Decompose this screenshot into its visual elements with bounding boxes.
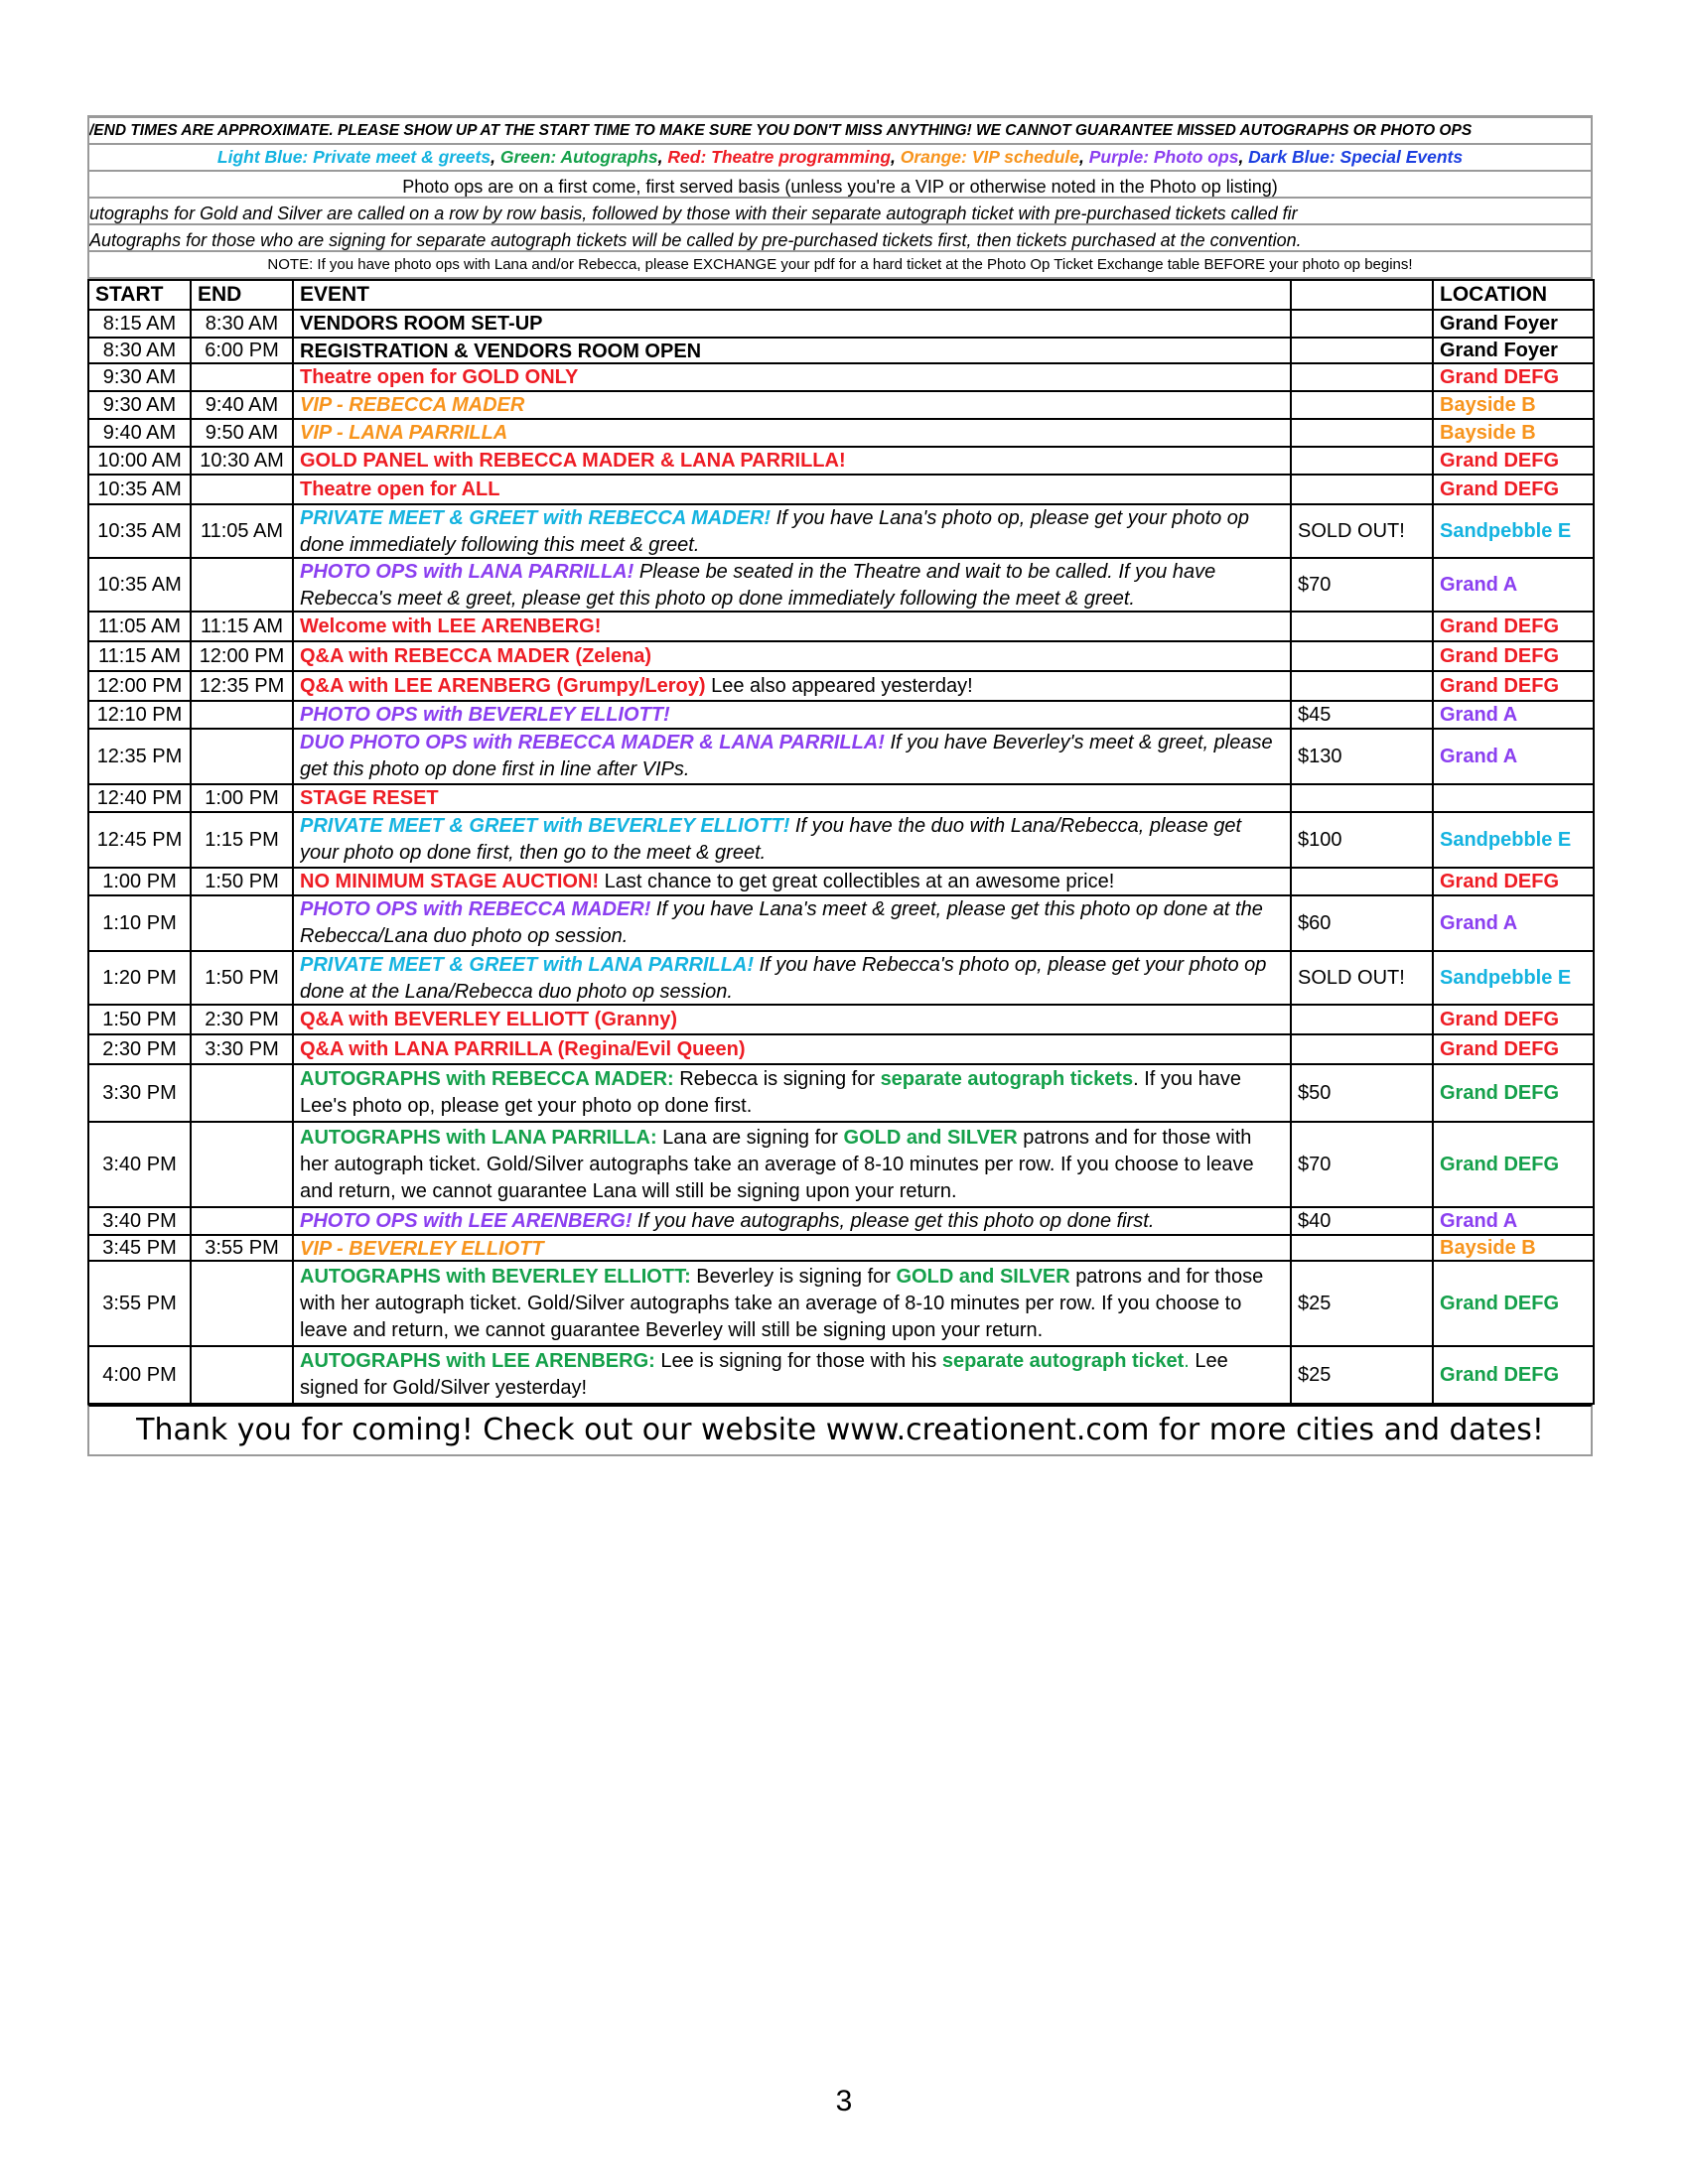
end-time: [191, 1346, 293, 1404]
event-text: [300, 448, 1284, 474]
header-event: EVENT: [293, 280, 1291, 310]
schedule-row: [88, 1261, 1594, 1346]
price: [1291, 1034, 1433, 1064]
event-title: PHOTO OPS with LEE ARENBERG!: [300, 1210, 633, 1232]
event-title: PRIVATE MEET & GREET with LANA PARRILLA!: [300, 954, 755, 976]
price: [1291, 641, 1433, 671]
legend-item: ,: [891, 147, 901, 167]
event-description: [293, 1207, 1291, 1235]
start-time: 11:05 AM: [88, 612, 191, 641]
end-time: [191, 1207, 293, 1235]
start-time: 3:40 PM: [88, 1207, 191, 1235]
price: [1291, 391, 1433, 419]
event-detail: Please be seated in the Theatre and wait to be called. If you have Rebecca's meet & greet, please get this photo op done immediately following the meet & greet.: [300, 561, 1216, 610]
start-time: 8:15 AM: [88, 310, 191, 338]
end-time: 11:15 AM: [191, 612, 293, 641]
price: [1291, 338, 1433, 363]
price: [1291, 612, 1433, 641]
end-time: 8:30 AM: [191, 310, 293, 338]
event-description: [293, 447, 1291, 475]
event-title: PRIVATE MEET & GREET with REBECCA MADER!: [300, 507, 772, 529]
event-text: [300, 1125, 1284, 1205]
price: $40: [1291, 1207, 1433, 1235]
event-detail: patrons and for those with her autograph ticket. Gold/Silver autographs take an average of 8-10 minutes per row. If you choose to leave and return, we cannot guarantee Beverley will still be signing upon your return.: [300, 1265, 1264, 1341]
price: [1291, 671, 1433, 701]
event-detail: Lee signed for Gold/Silver yesterday!: [300, 1350, 1228, 1399]
start-time: 1:20 PM: [88, 951, 191, 1005]
event-text: [300, 420, 1284, 446]
event-text: [300, 311, 1284, 337]
event-text: [300, 673, 1284, 700]
event-title: AUTOGRAPHS with LANA PARRILLA:: [300, 1126, 657, 1149]
event-detail: Lee is signing for those with his: [654, 1350, 942, 1372]
event-detail: separate autograph ticket: [941, 1350, 1185, 1372]
location: Sandpebble E: [1433, 504, 1594, 558]
schedule-row: [88, 504, 1594, 558]
legend-item: Red: Theatre programming: [667, 147, 892, 167]
price: $45: [1291, 701, 1433, 729]
event-text: [300, 730, 1284, 783]
event-text: [300, 952, 1284, 1004]
event-text: [300, 813, 1284, 867]
event-title: VENDORS ROOM SET-UP: [300, 313, 543, 335]
legend-item: Dark Blue: Special Events: [1248, 147, 1464, 167]
event-detail: If you have Beverley's meet & greet, please get this photo op done first in line after VIPs.: [300, 732, 1273, 780]
event-text: [300, 1007, 1284, 1033]
end-time: [191, 363, 293, 391]
header-start: START: [88, 280, 191, 310]
end-time: 1:50 PM: [191, 951, 293, 1005]
price: $70: [1291, 1122, 1433, 1207]
location: Grand DEFG: [1433, 1064, 1594, 1122]
location: Grand DEFG: [1433, 475, 1594, 504]
event-text: [300, 643, 1284, 670]
start-time: 3:30 PM: [88, 1064, 191, 1122]
price: [1291, 784, 1433, 812]
end-time: 3:30 PM: [191, 1034, 293, 1064]
location: Grand A: [1433, 558, 1594, 612]
legend-item: Orange: VIP schedule: [900, 147, 1079, 167]
location: Bayside B: [1433, 1235, 1594, 1261]
event-text: [300, 559, 1284, 611]
event-detail: .: [1184, 1350, 1190, 1372]
event-description: [293, 895, 1291, 951]
event-description: [293, 338, 1291, 363]
event-detail: Lee also appeared yesterday!: [705, 674, 973, 697]
start-time: 12:40 PM: [88, 784, 191, 812]
start-time: 10:35 AM: [88, 558, 191, 612]
legend-item: ,: [1079, 147, 1089, 167]
start-time: 10:00 AM: [88, 447, 191, 475]
event-description: [293, 419, 1291, 447]
event-text: [300, 896, 1284, 950]
event-description: [293, 812, 1291, 868]
event-text: [300, 614, 1284, 640]
legend-item: Purple: Photo ops: [1088, 147, 1239, 167]
schedule-row: [88, 1346, 1594, 1404]
schedule-row: [88, 1034, 1594, 1064]
event-title: Q&A with BEVERLEY ELLIOTT (Granny): [300, 1008, 678, 1030]
price: [1291, 1005, 1433, 1034]
start-time: 1:50 PM: [88, 1005, 191, 1034]
event-description: [293, 1261, 1291, 1346]
event-text: [300, 1208, 1284, 1234]
schedule-row: [88, 447, 1594, 475]
location: Grand DEFG: [1433, 363, 1594, 391]
event-title: Q&A with LANA PARRILLA (Regina/Evil Queen): [300, 1037, 746, 1060]
note-separate-autographs: Autographs for those who are signing for separate autograph tickets will be called by pre-purchased tickets first, then tickets purchased at the convention.: [87, 225, 1593, 252]
end-time: 1:15 PM: [191, 812, 293, 868]
schedule-row: [88, 812, 1594, 868]
schedule-row: [88, 701, 1594, 729]
price: $60: [1291, 895, 1433, 951]
event-detail: Beverley is signing for: [690, 1265, 897, 1288]
price: $130: [1291, 729, 1433, 784]
event-text: [300, 1066, 1284, 1120]
start-time: 9:40 AM: [88, 419, 191, 447]
schedule-row: [88, 951, 1594, 1005]
price: [1291, 419, 1433, 447]
start-time: 12:35 PM: [88, 729, 191, 784]
event-detail: GOLD and SILVER: [843, 1126, 1018, 1149]
notes-block: [87, 115, 1593, 279]
event-detail: Last chance to get great collectibles at an awesome price!: [599, 871, 1115, 892]
legend-item: ,: [491, 147, 500, 167]
price: [1291, 475, 1433, 504]
event-detail: If you have autographs, please get this photo op done first.: [632, 1210, 1155, 1232]
schedule-row: [88, 1207, 1594, 1235]
event-title: PHOTO OPS with LANA PARRILLA!: [300, 561, 634, 583]
event-title: PHOTO OPS with REBECCA MADER!: [300, 898, 651, 920]
event-description: [293, 671, 1291, 701]
start-time: 11:15 AM: [88, 641, 191, 671]
price: SOLD OUT!: [1291, 504, 1433, 558]
location: Grand DEFG: [1433, 1261, 1594, 1346]
event-text: [300, 477, 1284, 503]
event-detail: If you have Lana's meet & greet, please get this photo op done at the Rebecca/Lana duo photo op session.: [300, 898, 1263, 947]
event-description: [293, 612, 1291, 641]
price: $70: [1291, 558, 1433, 612]
event-description: [293, 1005, 1291, 1034]
schedule-row: [88, 612, 1594, 641]
price: $50: [1291, 1064, 1433, 1122]
event-detail: patrons and for those with her autograph ticket. Gold/Silver autographs take an average of 8-10 minutes per row. If you choose to leave and return, we cannot guarantee Lana will still be signing upon your return.: [300, 1126, 1254, 1202]
event-text: [300, 505, 1284, 557]
event-text: [300, 392, 1284, 418]
end-time: 12:00 PM: [191, 641, 293, 671]
event-text: [300, 1236, 1284, 1260]
event-description: [293, 868, 1291, 895]
price: $25: [1291, 1261, 1433, 1346]
start-time: 3:55 PM: [88, 1261, 191, 1346]
location: Grand DEFG: [1433, 612, 1594, 641]
footer-message: Thank you for coming! Check out our website www.creationent.com for more cities and dates!: [87, 1405, 1593, 1456]
event-text: [300, 1036, 1284, 1063]
event-title: Q&A with REBECCA MADER (Zelena): [300, 644, 652, 667]
start-time: 4:00 PM: [88, 1346, 191, 1404]
event-title: REGISTRATION & VENDORS ROOM OPEN: [300, 341, 702, 362]
end-time: 9:50 AM: [191, 419, 293, 447]
start-time: 9:30 AM: [88, 363, 191, 391]
location: Grand A: [1433, 729, 1594, 784]
end-time: 10:30 AM: [191, 447, 293, 475]
legend-item: ,: [657, 147, 668, 167]
event-title: Theatre open for GOLD ONLY: [300, 366, 579, 388]
header-end: END: [191, 280, 293, 310]
event-detail: separate autograph tickets: [880, 1068, 1134, 1090]
start-time: 12:45 PM: [88, 812, 191, 868]
start-time: 1:10 PM: [88, 895, 191, 951]
event-title: PRIVATE MEET & GREET with BEVERLEY ELLIOTT!: [300, 815, 790, 837]
event-title: Theatre open for ALL: [300, 478, 500, 500]
event-detail: Lana are signing for: [656, 1126, 844, 1149]
end-time: 11:05 AM: [191, 504, 293, 558]
price: $25: [1291, 1346, 1433, 1404]
schedule-row: [88, 784, 1594, 812]
event-description: [293, 1122, 1291, 1207]
header-row: [88, 280, 1594, 310]
schedule-row: [88, 338, 1594, 363]
legend-item: Green: Autographs: [499, 147, 658, 167]
end-time: [191, 701, 293, 729]
end-time: [191, 1122, 293, 1207]
schedule-sheet: [87, 115, 1593, 1456]
event-detail: .: [1133, 1068, 1139, 1090]
end-time: [191, 895, 293, 951]
end-time: 6:00 PM: [191, 338, 293, 363]
note-photo-op-exchange: NOTE: If you have photo ops with Lana and/or Rebecca, please EXCHANGE your pdf for a hard ticket at the Photo Op Ticket Exchange table BEFORE your photo op begins!: [87, 252, 1593, 279]
event-title: Q&A with LEE ARENBERG (Grumpy/Leroy): [300, 674, 706, 697]
location: Grand DEFG: [1433, 1346, 1594, 1404]
schedule-row: [88, 310, 1594, 338]
schedule-row: [88, 729, 1594, 784]
end-time: 12:35 PM: [191, 671, 293, 701]
location: Sandpebble E: [1433, 812, 1594, 868]
end-time: 1:00 PM: [191, 784, 293, 812]
schedule-row: [88, 1005, 1594, 1034]
event-description: [293, 951, 1291, 1005]
location: Sandpebble E: [1433, 951, 1594, 1005]
event-title: VIP - BEVERLEY ELLIOTT: [300, 1238, 544, 1260]
price: [1291, 868, 1433, 895]
price: [1291, 447, 1433, 475]
end-time: [191, 475, 293, 504]
event-title: VIP - LANA PARRILLA: [300, 422, 508, 444]
location: Grand DEFG: [1433, 868, 1594, 895]
location: Grand Foyer: [1433, 338, 1594, 363]
schedule-row: [88, 475, 1594, 504]
schedule-row: [88, 363, 1594, 391]
event-title: STAGE RESET: [300, 787, 439, 809]
event-detail: GOLD and SILVER: [896, 1265, 1070, 1288]
location: Grand Foyer: [1433, 310, 1594, 338]
event-title: GOLD PANEL with REBECCA MADER & LANA PARRILLA!: [300, 450, 846, 472]
event-description: [293, 310, 1291, 338]
location: Bayside B: [1433, 419, 1594, 447]
start-time: 2:30 PM: [88, 1034, 191, 1064]
location: Grand DEFG: [1433, 447, 1594, 475]
end-time: 1:50 PM: [191, 868, 293, 895]
schedule-row: [88, 895, 1594, 951]
schedule-row: [88, 391, 1594, 419]
start-time: 8:30 AM: [88, 338, 191, 363]
price: [1291, 310, 1433, 338]
location: Grand DEFG: [1433, 641, 1594, 671]
event-description: [293, 363, 1291, 391]
location: Grand DEFG: [1433, 671, 1594, 701]
event-text: [300, 364, 1284, 390]
end-time: [191, 1261, 293, 1346]
event-text: [300, 339, 1284, 362]
event-title: Welcome with LEE ARENBERG!: [300, 614, 602, 637]
schedule-row: [88, 641, 1594, 671]
event-description: [293, 1064, 1291, 1122]
note-gold-silver-autographs: utographs for Gold and Silver are called on a row by row basis, followed by those with their separate autograph ticket with pre-purchased tickets called fir: [87, 199, 1593, 225]
schedule-table: [87, 279, 1595, 1405]
event-text: [300, 1348, 1284, 1402]
location: Bayside B: [1433, 391, 1594, 419]
end-time: [191, 729, 293, 784]
event-text: [300, 869, 1284, 894]
event-title: AUTOGRAPHS with BEVERLEY ELLIOTT:: [300, 1265, 691, 1288]
header-location: LOCATION: [1433, 280, 1594, 310]
event-description: [293, 475, 1291, 504]
event-description: [293, 641, 1291, 671]
start-time: 10:35 AM: [88, 475, 191, 504]
schedule-row: [88, 868, 1594, 895]
start-time: 9:30 AM: [88, 391, 191, 419]
schedule-row: [88, 671, 1594, 701]
event-title: NO MINIMUM STAGE AUCTION!: [300, 871, 600, 892]
event-detail: Rebecca is signing for: [673, 1068, 881, 1090]
schedule-row: [88, 1064, 1594, 1122]
event-description: [293, 701, 1291, 729]
event-text: [300, 702, 1284, 728]
end-time: 9:40 AM: [191, 391, 293, 419]
event-detail: If you have the duo with Lana/Rebecca, please get your photo op done first, then go to the meet & greet.: [300, 815, 1242, 864]
location: Grand DEFG: [1433, 1034, 1594, 1064]
event-description: [293, 558, 1291, 612]
end-time: [191, 1064, 293, 1122]
end-time: 3:55 PM: [191, 1235, 293, 1261]
event-description: [293, 1034, 1291, 1064]
color-legend: [87, 145, 1593, 172]
location: Grand DEFG: [1433, 1122, 1594, 1207]
event-title: DUO PHOTO OPS with REBECCA MADER & LANA PARRILLA!: [300, 732, 885, 753]
event-description: [293, 729, 1291, 784]
start-time: 1:00 PM: [88, 868, 191, 895]
legend-item: ,: [1238, 147, 1249, 167]
note-times-approximate: /END TIMES ARE APPROXIMATE. PLEASE SHOW UP AT THE START TIME TO MAKE SURE YOU DON'T MISS ANYTHING! WE CANNOT GUARANTEE MISSED AUTOGRAPHS OR PHOTO OPS: [87, 115, 1593, 145]
schedule-row: [88, 419, 1594, 447]
event-detail: If you have Rebecca's photo op, please get your photo op done at the Lana/Rebecca duo photo op session.: [300, 954, 1267, 1003]
start-time: 12:00 PM: [88, 671, 191, 701]
event-text: [300, 785, 1284, 811]
location: Grand A: [1433, 1207, 1594, 1235]
schedule-row: [88, 558, 1594, 612]
event-detail: If you have Lee's photo op, please get your photo op done first.: [300, 1068, 1242, 1117]
price: $100: [1291, 812, 1433, 868]
event-description: [293, 504, 1291, 558]
event-title: VIP - REBECCA MADER: [300, 394, 525, 416]
event-description: [293, 784, 1291, 812]
page-number: 3: [835, 2085, 853, 2117]
event-detail: If you have Lana's photo op, please get your photo op done immediately following this meet & greet.: [300, 507, 1250, 556]
location: Grand A: [1433, 895, 1594, 951]
event-title: AUTOGRAPHS with REBECCA MADER:: [300, 1068, 674, 1090]
end-time: 2:30 PM: [191, 1005, 293, 1034]
event-text: [300, 1264, 1284, 1344]
location: Grand A: [1433, 701, 1594, 729]
legend-item: Light Blue: Private meet & greets: [216, 147, 492, 167]
price: [1291, 1235, 1433, 1261]
end-time: [191, 558, 293, 612]
event-description: [293, 1346, 1291, 1404]
start-time: 3:45 PM: [88, 1235, 191, 1261]
schedule-row: [88, 1122, 1594, 1207]
start-time: 12:10 PM: [88, 701, 191, 729]
schedule-row: [88, 1235, 1594, 1261]
event-title: PHOTO OPS with BEVERLEY ELLIOTT!: [300, 704, 670, 726]
start-time: 10:35 AM: [88, 504, 191, 558]
header-price: [1291, 280, 1433, 310]
note-photo-ops: Photo ops are on a first come, first served basis (unless you're a VIP or otherwise noted in the Photo op listing): [87, 172, 1593, 199]
event-description: [293, 391, 1291, 419]
location: [1433, 784, 1594, 812]
price: SOLD OUT!: [1291, 951, 1433, 1005]
start-time: 3:40 PM: [88, 1122, 191, 1207]
location: Grand DEFG: [1433, 1005, 1594, 1034]
event-title: AUTOGRAPHS with LEE ARENBERG:: [300, 1350, 655, 1372]
event-description: [293, 1235, 1291, 1261]
price: [1291, 363, 1433, 391]
